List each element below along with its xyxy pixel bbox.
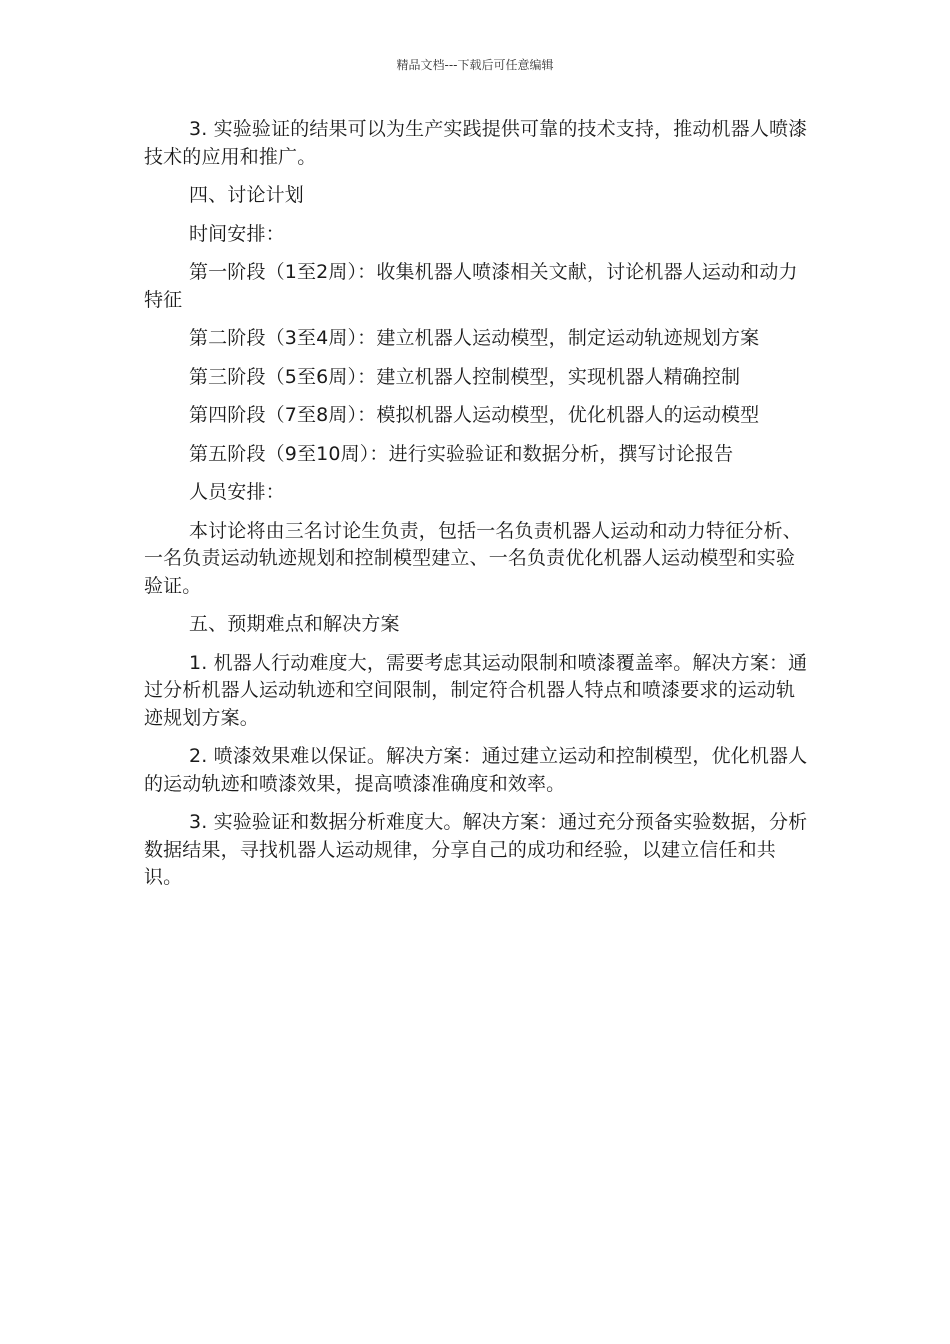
document-body [144,116,808,903]
difficulty-item-2: 2. 喷漆效果难以保证。解决方案：通过建立运动和控制模型，优化机器人的运动轨迹和喷漆效果，提高喷漆准确度和效率。 [144,745,808,795]
schedule-stage-5: 第五阶段（9至10周）：进行实验验证和数据分析，撰写讨论报告 [189,442,734,465]
paragraph-staffing: 本讨论将由三名讨论生负责，包括一名负责机器人运动和动力特征分析、一名负责运动轨迹规划和控制模型建立、一名负责优化机器人运动模型和实验验证。 [144,519,802,597]
difficulty-item-3: 3. 实验验证和数据分析难度大。解决方案：通过充分预备实验数据，分析数据结果，寻找机器人运动规律，分享自己的成功和经验，以建立信任和共识。 [144,811,808,888]
schedule-stage-4: 第四阶段（7至8周）：模拟机器人运动模型，优化机器人的运动模型 [189,404,760,426]
subheading-schedule: 时间安排： [189,222,285,245]
paragraph-result-support: 3. 实验验证的结果可以为生产实践提供可靠的技术支持，推动机器人喷漆技术的应用和推广。 [144,118,808,168]
schedule-stage-3: 第三阶段（5至6周）：建立机器人控制模型，实现机器人精确控制 [189,365,741,388]
section-heading-plan: 四、讨论计划 [189,184,304,206]
difficulty-item-1: 1. 机器人行动难度大，需要考虑其运动限制和喷漆覆盖率。解决方案：通过分析机器人运动轨迹和空间限制，制定符合机器人特点和喷漆要求的运动轨迹规划方案。 [144,651,808,729]
schedule-stage-1: 第一阶段（1至2周）：收集机器人喷漆相关文献，讨论机器人运动和动力特征 [144,261,798,311]
schedule-stage-2: 第二阶段（3至4周）：建立机器人运动模型，制定运动轨迹规划方案 [189,327,760,349]
section-heading-difficulties: 五、预期难点和解决方案 [189,613,400,635]
page-header: 精品文档---下载后可任意编辑 [396,58,554,72]
subheading-staffing: 人员安排： [189,481,285,503]
